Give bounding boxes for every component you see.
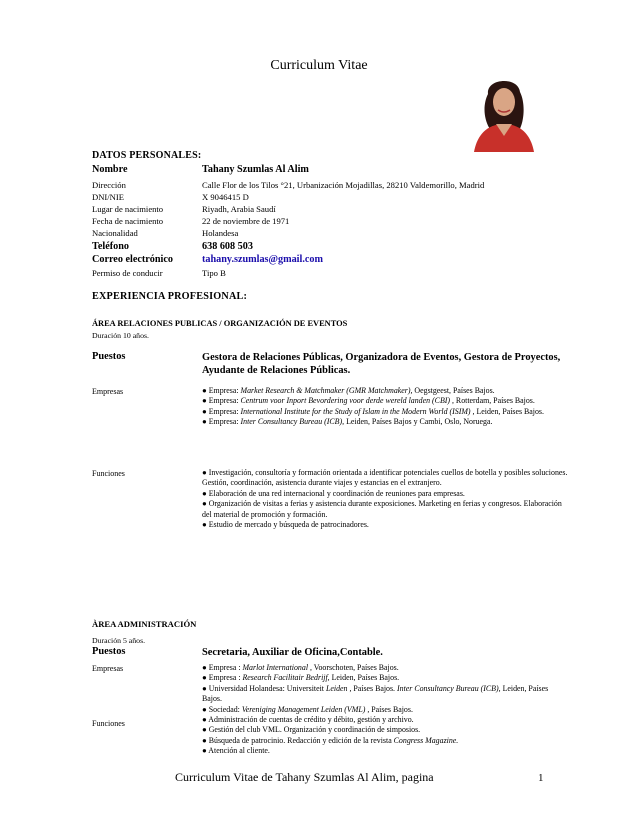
portrait-photo (458, 72, 550, 152)
row-value: Calle Flor de los Tilos °21, Urbanización Mojadillas, 28210 Valdemorillo, Madrid (202, 180, 485, 190)
row-value: Tahany Szumlas Al Alim (202, 164, 309, 175)
area2-puestos-label: Puestos (92, 646, 126, 657)
row-label: Correo electrónico (92, 254, 173, 265)
area2-funciones (202, 715, 568, 757)
row-value: Holandesa (202, 228, 239, 238)
area1-puestos-label: Puestos (92, 351, 126, 362)
portrait-photo-icon (458, 72, 550, 152)
list-item: ● Elaboración de una red internacional y coordinación de reuniones para empresas. (202, 488, 465, 498)
area2-duration: Duración 5 años. (92, 636, 146, 645)
row-value: X 9046415 D (202, 192, 249, 202)
list-item: ● Empresa: Market Research & Matchmaker (GMR Matchmaker), Oegstgeest, Países Bajos. (202, 386, 495, 395)
area2-empresas (202, 663, 568, 715)
area1-duration: Duración 10 años. (92, 331, 149, 340)
row-value: Riyadh, Arabia Saudí (202, 204, 276, 214)
list-item: ● Gestión del club VML. Organización y coordinación de simposios. (202, 725, 421, 735)
list-item: ● Atención al cliente. (202, 746, 270, 756)
list-item: ● Estudio de mercado y búsqueda de patrocinadores. (202, 520, 369, 530)
list-item: ● Empresa : Marlot International , Voorschoten, Países Bajos. (202, 663, 399, 672)
row-label: Teléfono (92, 241, 129, 252)
list-item: ● Empresa: Inter Consultancy Bureau (ICB), Leiden, Países Bajos y Cambi, Oslo, Noruega. (202, 417, 493, 427)
area1-funciones-label: Funciones (92, 469, 125, 478)
area2-title: ÀREA ADMINISTRACIÓN (92, 619, 197, 629)
list-item: ● Empresa: Centrum voor Inport Bevordering voor derde wereld landen (CBI) , Rotterdam, Países Bajos. (202, 396, 535, 406)
list-item: ● Administración de cuentas de crédito y débito, gestión y archivo. (202, 715, 414, 724)
list-item: ● Empresa: International Institute for the Study of Islam in the Modern World (ISIM) , Leiden, Países Bajos. (202, 406, 544, 416)
area2-funciones-label: Funciones (92, 719, 125, 728)
row-label: Nombre (92, 164, 128, 175)
row-label: Lugar de nacimiento (92, 204, 164, 214)
area1-title: ÁREA RELACIONES PUBLICAS / ORGANIZACIÓN DE EVENTOS (92, 319, 348, 328)
page-title: Curriculum Vitae (270, 58, 368, 73)
row-label: Permiso de conducir (92, 268, 163, 278)
email-link[interactable]: tahany.szumlas@gmail.com (202, 254, 323, 265)
row-label: Dirección (92, 180, 126, 190)
row-label: Fecha de nacimiento (92, 216, 164, 226)
page-number: 1 (538, 772, 544, 784)
list-item: ● Búsqueda de patrocinio. Redacción y edición de la revista Congress Magazine. (202, 735, 459, 745)
list-item: ● Empresa : Research Facilitair Bedrijf, Leiden, Países Bajos. (202, 673, 400, 683)
row-label: DNI/NIE (92, 192, 124, 202)
row-label: Nacionalidad (92, 228, 138, 238)
list-item: ● Sociedad: Vereniging Management Leiden (VML) , Países Bajos. (202, 704, 413, 714)
footer-text: Curriculum Vitae de Tahany Szumlas Al Alim, pagina (175, 770, 434, 784)
row-value: 638 608 503 (202, 241, 253, 252)
area1-empresas (202, 386, 568, 428)
row-value: Tipo B (202, 268, 226, 278)
area2-puestos: Secretaria, Auxiliar de Oficina,Contable. (202, 647, 383, 658)
row-value: 22 de noviembre de 1971 (202, 216, 290, 226)
list-item: ● Investigación, consultoría y formación orientada a identificar potenciales cuellos de botella y posibles soluciones. Gestión, coordinación, asistencia durante viajes y estancias en el extranjero. (202, 468, 568, 488)
list-item: ● Organización de visitas a ferias y asistencia durante exposiciones. Marketing en ferias y congresos. Elaboración del material de promoción y formación. (202, 499, 562, 519)
area1-empresas-label: Empresas (92, 387, 124, 396)
list-item: ● Universidad Holandesa: Universiteit Leiden , Países Bajos. Inter Consultancy Bureau (ICB), Leiden, Países Bajos. (202, 683, 549, 704)
personal-heading: DATOS PERSONALES: (92, 150, 202, 161)
area2-empresas-label: Empresas (92, 664, 124, 673)
area1-puestos: Gestora de Relaciones Públicas, Organizadora de Eventos, Gestora de Proyectos, Ayudante de Relaciones Públicas. (202, 352, 561, 376)
area1-funciones (202, 468, 568, 530)
experience-heading: EXPERIENCIA PROFESIONAL: (92, 291, 248, 302)
